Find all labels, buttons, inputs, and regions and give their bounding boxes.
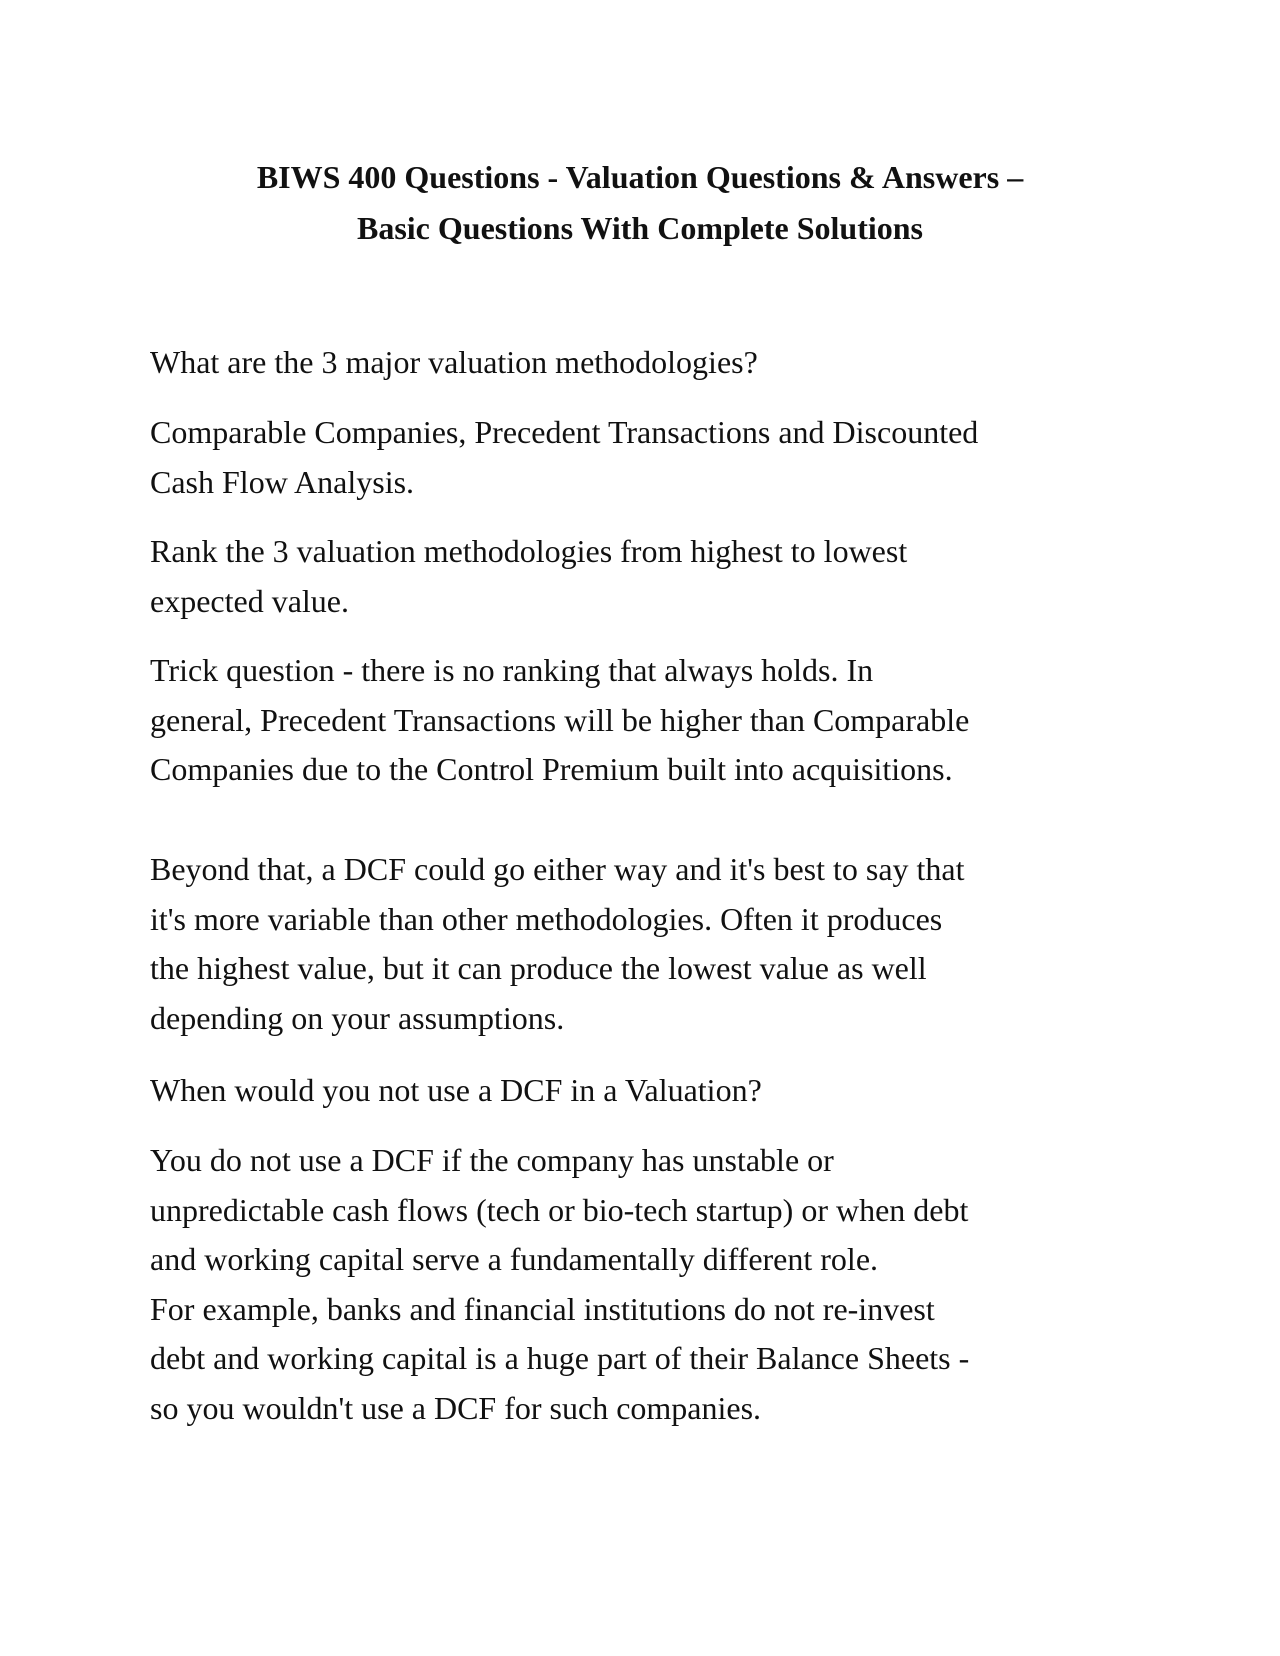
- title-line-1: BIWS 400 Questions - Valuation Questions & Answers –: [256, 159, 1024, 195]
- question-2-line: Rank the 3 valuation methodologies from highest to lowest: [150, 533, 908, 569]
- answer-3-line: and working capital serve a fundamentally different role.: [150, 1241, 879, 1277]
- answer-3-line: so you wouldn't use a DCF for such companies.: [150, 1389, 762, 1426]
- answer-2-cont-line: depending on your assumptions.: [150, 999, 565, 1036]
- answer-3-line: For example, banks and financial institutions do not re-invest: [150, 1290, 935, 1327]
- question-3-line: When would you not use a DCF in a Valuation?: [150, 1072, 762, 1108]
- answer-1: [150, 408, 1150, 507]
- answer-1-line: Comparable Companies, Precedent Transactions and Discounted: [150, 414, 979, 450]
- answer-2-line: Companies due to the Control Premium built into acquisitions.: [150, 751, 953, 787]
- answer-3-line: debt and working capital is a huge part of their Balance Sheets -: [150, 1340, 970, 1376]
- answer-2-line: Trick question - there is no ranking that always holds. In: [150, 652, 874, 688]
- title-line-2: Basic Questions With Complete Solutions: [356, 210, 923, 246]
- question-1: [150, 338, 1150, 388]
- answer-2-line: general, Precedent Transactions will be higher than Comparable: [150, 701, 970, 738]
- question-3: [150, 1066, 1150, 1116]
- answer-2-cont-line: it's more variable than other methodologies. Often it produces: [150, 900, 943, 937]
- answer-1-line: Cash Flow Analysis.: [150, 463, 415, 500]
- answer-3-line: unpredictable cash flows (tech or bio-tech startup) or when debt: [150, 1191, 969, 1228]
- answer-3: [150, 1136, 1150, 1433]
- answer-2: [150, 646, 1150, 795]
- answer-2-cont-line: the highest value, but it can produce the lowest value as well: [150, 950, 927, 986]
- question-1-line: What are the 3 major valuation methodologies?: [150, 344, 758, 380]
- answer-2-continued: [150, 845, 1150, 1043]
- answer-3-line: You do not use a DCF if the company has unstable or: [150, 1142, 834, 1178]
- answer-2-cont-line: Beyond that, a DCF could go either way and it's best to say that: [150, 851, 965, 887]
- question-2-line: expected value.: [150, 582, 349, 619]
- document-title: [120, 152, 1160, 254]
- question-2: [150, 527, 1150, 626]
